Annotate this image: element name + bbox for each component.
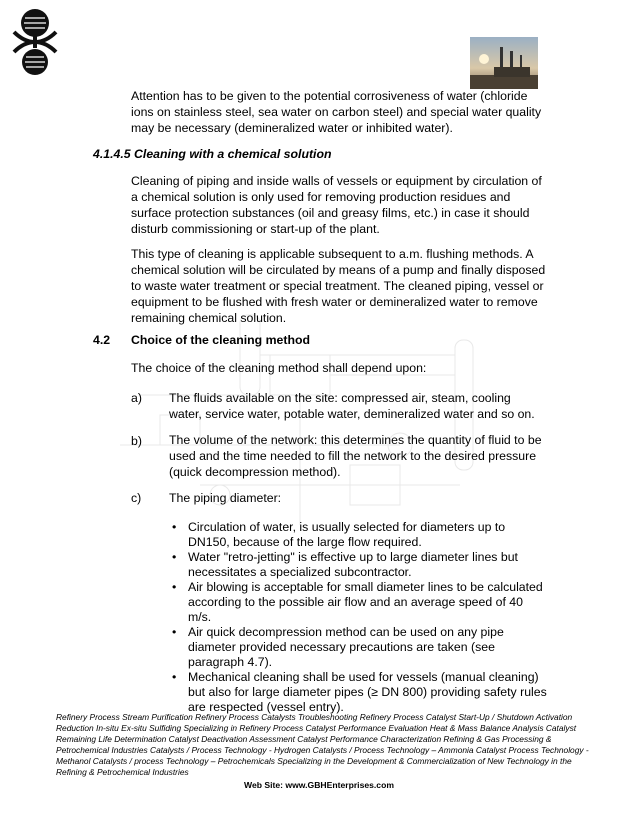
bullet-icon: • bbox=[172, 550, 177, 564]
bullet-icon: • bbox=[172, 580, 177, 594]
bullet-icon: • bbox=[172, 625, 177, 639]
bullet-item: Air blowing is acceptable for small diameter lines to be calculated according to the possible air flow and an average speed of 40 m/s. bbox=[188, 580, 543, 624]
chemical-cleaning-paragraph-1: Cleaning of piping and inside walls of vessels or equipment by circulation of a chemical solution is only used for removing production residues and surface protection substances (oil and greasy films, etc.) in case it should disturb commissioning or start-up of the plant. bbox=[131, 174, 542, 236]
section-number-42: 4.2 bbox=[93, 333, 111, 347]
list-item-text: The piping diameter: bbox=[169, 491, 282, 505]
footer-services-text: Refinery Process Stream Purification Refinery Process Catalysts Troubleshooting Refinery Process Catalyst Start-Up / Shutdown Activation Reduction In-situ Ex-situ Sulfiding Specializing in Refinery Process Catalyst Performance Evaluation Heat & Mass Balance Analysis Catalyst Remaining Life Determination Catalyst Deactivation Assessment Catalyst Performance Characterization Refining & Gas Processing & Petrochemical Industries Catalysts / Process Technology - Hydrogen Catalysts / Process Technology – Ammonia Catalyst Process Technology - Methanol Catalysts / process Technology – Petrochemicals Specializing in the Development & Commercialization of New Technology in the Refining & Petrochemical Industries bbox=[56, 712, 589, 777]
chemical-cleaning-paragraph-2: This type of cleaning is applicable subsequent to a.m. flushing methods. A chemical solution will be circulated by means of a pump and finally disposed to waste water treatment or special treatment. The cleaned piping, vessel or equipment to be flushed with fresh water or demineralized water to remove remaining chemical solution. bbox=[131, 247, 546, 325]
section-title-42: Choice of the cleaning method bbox=[131, 333, 311, 347]
list-item-text: The volume of the network: this determines the quantity of fluid to be used and the time needed to fill the network to the desired pressure (quick decompression method). bbox=[169, 433, 542, 479]
list-item-label: b) bbox=[131, 434, 142, 448]
choice-intro-text: The choice of the cleaning method shall depend upon: bbox=[131, 361, 427, 375]
bullet-item: Water "retro-jetting" is effective up to large diameter lines but necessitates a specialized subcontractor. bbox=[188, 550, 518, 579]
bullet-item: Circulation of water, is usually selected for diameters up to DN150, because of the large flow required. bbox=[188, 520, 506, 549]
list-item-label: c) bbox=[131, 491, 142, 505]
company-logo-icon bbox=[12, 6, 58, 76]
bullet-icon: • bbox=[172, 520, 177, 534]
section-heading-4145: 4.1.4.5 Cleaning with a chemical solution bbox=[93, 147, 332, 161]
bullet-item: Air quick decompression method can be used on any pipe diameter provided necessary precautions are taken (see paragraph 4.7). bbox=[188, 625, 504, 669]
bullet-item: Mechanical cleaning shall be used for vessels (manual cleaning) but also for large diameter pipes (≥ DN 800) providing safety rules are respected (vessel entry). bbox=[188, 670, 547, 714]
list-item-text: The fluids available on the site: compressed air, steam, cooling water, service water, potable water, demineralized water and so on. bbox=[169, 391, 535, 421]
bullet-icon: • bbox=[172, 670, 177, 684]
list-item-label: a) bbox=[131, 391, 142, 405]
footer-website: Web Site: www.GBHEnterprises.com bbox=[244, 780, 394, 790]
intro-paragraph: Attention has to be given to the potential corrosiveness of water (chloride ions on stainless steel, sea water on carbon steel) and special water quality may be necessary (demineralized water or inhibited water). bbox=[131, 89, 542, 135]
refinery-photo-icon bbox=[470, 37, 538, 89]
